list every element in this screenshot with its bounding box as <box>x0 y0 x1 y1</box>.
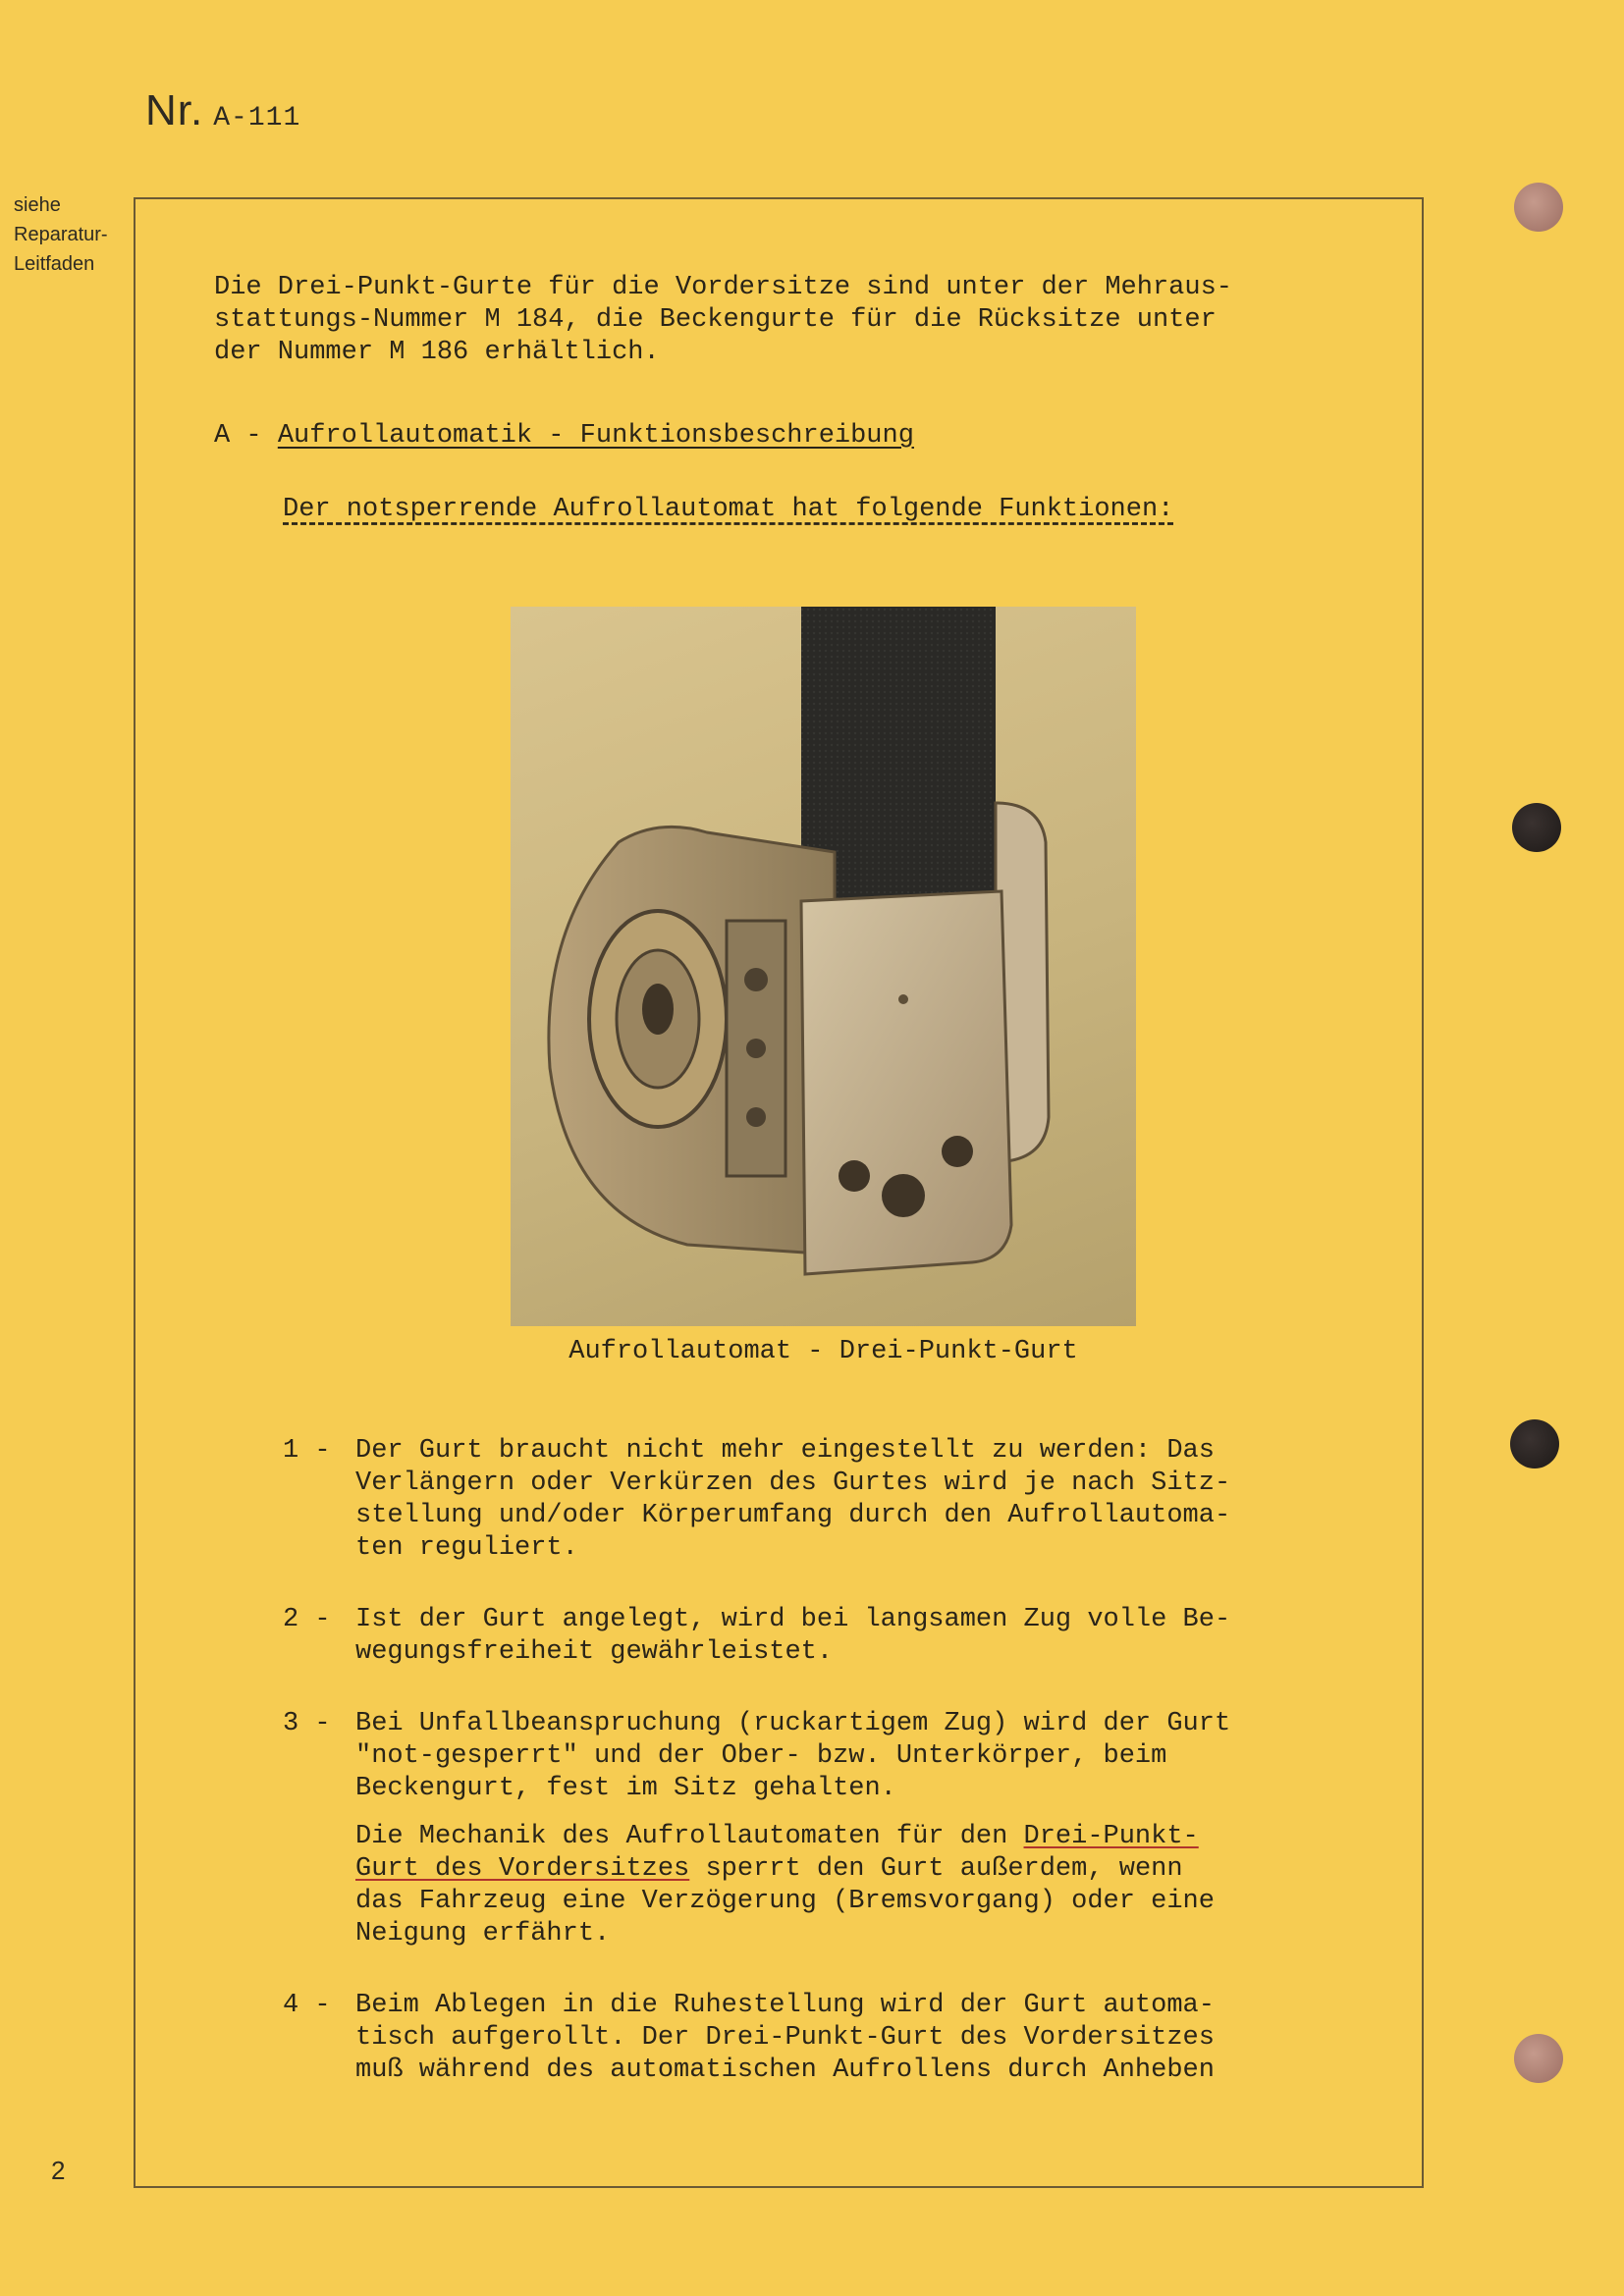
underlined-term: Drei-Punkt- <box>1023 1822 1199 1851</box>
list-item-text: Bei Unfallbeanspruchung (ruckartigem Zug) wird der Gurt "not-gesperrt" und der Ober- bzw. Unterkörper, beim Beckengurt, fest im Sitz gehalten. <box>355 1709 1231 1803</box>
page-number: 2 <box>51 2156 66 2185</box>
list-item-text: Ist der Gurt angelegt, wird bei langsamen Zug volle Be- wegungsfreiheit gewährleistet. <box>355 1605 1231 1667</box>
margin-note-line: Leitfaden <box>14 253 95 275</box>
list-item-number: 1 - <box>283 1436 347 1466</box>
document-number-label: Nr. <box>145 86 204 134</box>
intro-paragraph: Die Drei-Punkt-Gurte für die Vordersitze sind unter der Mehraus- stattungs-Nummer M 184, die Beckengurte für die Rücksitze unter der Nummer M 186 erhältlich. <box>214 273 1232 367</box>
margin-note <box>14 190 141 279</box>
function-list <box>283 1435 1343 2126</box>
list-item-number: 3 - <box>283 1709 347 1738</box>
punch-hole <box>1514 2034 1563 2083</box>
retractor-photo <box>511 607 1136 1326</box>
list-item-number: 4 - <box>283 1991 347 2020</box>
section-subheading: Der notsperrende Aufrollautomat hat folgende Funktionen: <box>283 495 1174 524</box>
list-item-number: 2 - <box>283 1605 347 1634</box>
list-item-text: Der Gurt braucht nicht mehr eingestellt zu werden: Das Verlängern oder Verkürzen des Gurtes wird je nach Sitz- stellung und/oder Körperumfang durch den Aufrollautoma- ten reguliert. <box>355 1436 1231 1563</box>
section-title: Aufrollautomatik - Funktionsbeschreibung <box>277 421 914 451</box>
punch-hole <box>1512 803 1561 852</box>
list-item <box>283 1604 1343 1669</box>
retractor-illustration <box>511 607 1136 1326</box>
document-number-code: A-111 <box>213 103 301 133</box>
list-item-text: Beim Ablegen in die Ruhestellung wird der Gurt automa- tisch aufgerollt. Der Drei-Punkt-Gurt des Vordersitzes muß während des automatischen Aufrollens durch Anheben <box>355 1991 1215 2085</box>
list-item <box>283 1708 1343 1950</box>
list-item-extra-text: Die Mechanik des Aufrollautomaten für den Drei-Punkt- Gurt des Vordersitzes sperrt den Gurt außerdem, wenn das Fahrzeug eine Verzögerung (Bremsvorgang) oder eine Neigung erfährt. <box>355 1822 1215 1949</box>
figure-caption: Aufrollautomat - Drei-Punkt-Gurt <box>568 1337 1078 1366</box>
punch-hole <box>1510 1419 1559 1468</box>
list-item <box>283 1990 1343 2087</box>
punch-hole <box>1514 183 1563 232</box>
section-heading <box>214 420 1343 453</box>
margin-note-line: siehe <box>14 194 61 216</box>
underlined-term: Gurt des Vordersitzes <box>355 1854 690 1884</box>
list-item <box>283 1435 1343 1565</box>
margin-note-line: Reparatur- <box>14 224 108 245</box>
section-prefix: A - <box>214 421 278 451</box>
main-content <box>214 272 1343 526</box>
document-number <box>145 86 300 135</box>
